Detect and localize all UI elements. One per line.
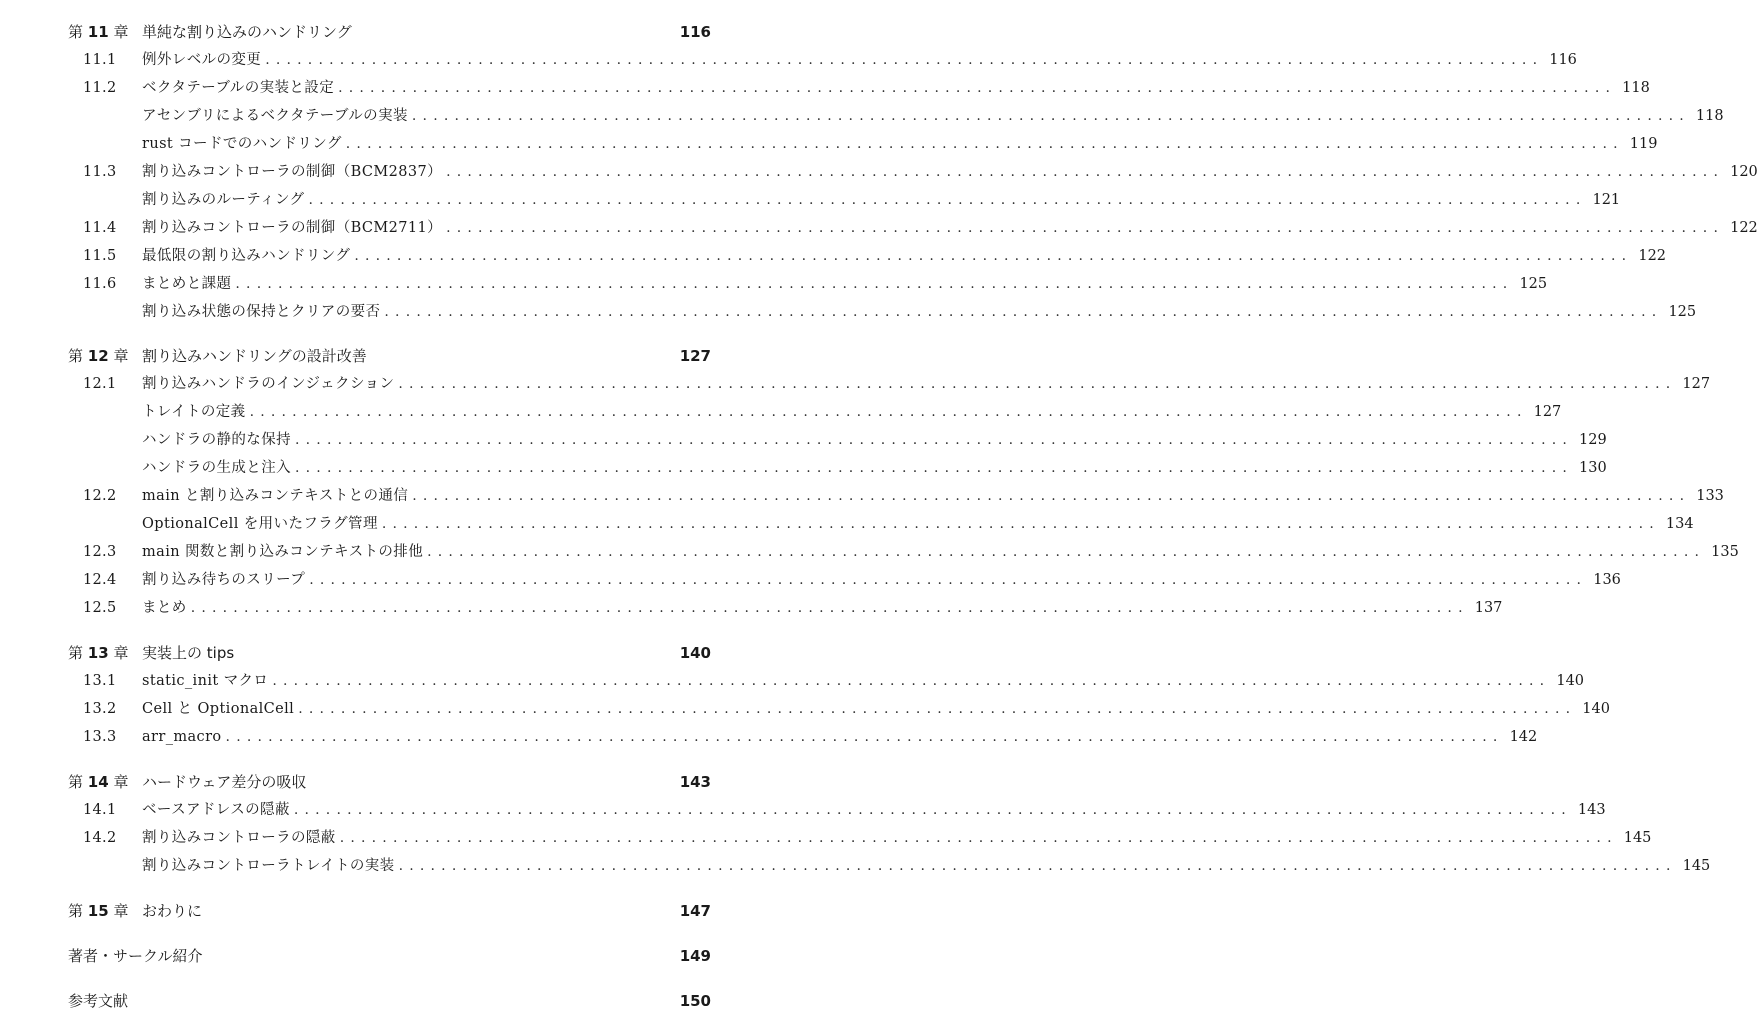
section-number: 11.4 bbox=[83, 220, 117, 236]
section-number: 14.2 bbox=[83, 830, 117, 846]
section-number: 13.3 bbox=[83, 729, 117, 745]
section-page-number: 137 bbox=[1474, 600, 1503, 616]
toc-entry[interactable] bbox=[0, 484, 1724, 508]
toc-entry[interactable] bbox=[0, 798, 1606, 822]
toc-subentry[interactable] bbox=[0, 512, 1694, 536]
section-number: 12.2 bbox=[83, 488, 117, 504]
chapter-heading[interactable] bbox=[0, 20, 791, 44]
subsection-title: トレイトの定義 bbox=[142, 404, 246, 420]
dot-leader: ........................................................................................................................ bbox=[412, 488, 1691, 504]
toc-subentry[interactable] bbox=[0, 104, 1724, 128]
chapter-title: 実装上の tips bbox=[142, 644, 235, 662]
subsection-title: 割り込みのルーティング bbox=[142, 192, 305, 208]
toc-entry[interactable] bbox=[0, 697, 1610, 721]
section-title: static_init マクロ bbox=[142, 673, 269, 689]
section-title: ベースアドレスの隠蔽 bbox=[142, 802, 290, 818]
section-page-number: 127 bbox=[1533, 404, 1562, 420]
section-title: Cell と OptionalCell bbox=[142, 701, 295, 717]
toc-entry[interactable] bbox=[0, 372, 1711, 396]
chapter-prefix: 第 bbox=[68, 347, 84, 365]
appendix-heading[interactable] bbox=[0, 944, 791, 968]
toc-entry[interactable] bbox=[0, 596, 1503, 620]
subsection-title: rust コードでのハンドリング bbox=[142, 136, 342, 152]
subsection-title: アセンブリによるベクタテーブルの実装 bbox=[142, 108, 408, 124]
chapter-prefix: 第 bbox=[68, 902, 84, 920]
section-title: 割り込み待ちのスリープ bbox=[142, 572, 306, 588]
section-page-number: 122 bbox=[1638, 248, 1667, 264]
chapter-suffix: 章 bbox=[113, 773, 129, 791]
appendix-page-number: 149 bbox=[679, 947, 711, 965]
toc-subentry[interactable] bbox=[0, 188, 1621, 212]
chapter-heading[interactable] bbox=[0, 770, 791, 794]
section-number: 11.3 bbox=[83, 164, 117, 180]
toc-entry[interactable] bbox=[0, 48, 1577, 72]
toc-subentry[interactable] bbox=[0, 854, 1711, 878]
section-page-number: 118 bbox=[1622, 80, 1650, 96]
toc-entry[interactable] bbox=[0, 160, 1758, 184]
section-page-number: 121 bbox=[1592, 192, 1621, 208]
dot-leader: ........................................................................................................................ bbox=[309, 572, 1588, 588]
section-title: 割り込みコントローラの隠蔽 bbox=[142, 830, 336, 846]
chapter-title: 単純な割り込みのハンドリング bbox=[142, 23, 352, 41]
section-number: 12.4 bbox=[83, 572, 117, 588]
dot-leader: ........................................................................................................................ bbox=[338, 80, 1617, 96]
chapter-suffix: 章 bbox=[113, 347, 129, 365]
section-page-number: 140 bbox=[1556, 673, 1585, 689]
toc-entry[interactable] bbox=[0, 76, 1650, 100]
toc-subentry[interactable] bbox=[0, 132, 1658, 156]
section-page-number: 142 bbox=[1509, 729, 1538, 745]
toc-subentry[interactable] bbox=[0, 456, 1607, 480]
dot-leader: ........................................................................................................................ bbox=[265, 52, 1544, 68]
dot-leader: ........................................................................................................................ bbox=[339, 830, 1618, 846]
section-page-number: 119 bbox=[1629, 136, 1658, 152]
dot-leader: ........................................................................................................................ bbox=[427, 544, 1706, 560]
chapter-page-number: 147 bbox=[679, 902, 711, 920]
subsection-title: OptionalCell を用いたフラグ管理 bbox=[142, 516, 378, 532]
toc-entry[interactable] bbox=[0, 725, 1538, 749]
chapter-title: 割り込みハンドリングの設計改善 bbox=[142, 347, 367, 365]
section-title: 割り込みコントローラの制御（BCM2837） bbox=[142, 164, 443, 180]
section-page-number: 118 bbox=[1695, 108, 1724, 124]
chapter-prefix: 第 bbox=[68, 644, 84, 662]
section-page-number: 145 bbox=[1682, 858, 1711, 874]
chapter-page-number: 127 bbox=[679, 347, 711, 365]
dot-leader: ........................................................................................................................ bbox=[295, 460, 1574, 476]
dot-leader: ........................................................................................................................ bbox=[293, 802, 1572, 818]
chapter-heading[interactable] bbox=[0, 899, 791, 923]
section-page-number: 127 bbox=[1682, 376, 1711, 392]
section-page-number: 135 bbox=[1711, 544, 1739, 560]
section-number: 14.1 bbox=[83, 802, 117, 818]
subsection-title: ハンドラの静的な保持 bbox=[142, 432, 291, 448]
dot-leader: ........................................................................................................................ bbox=[345, 136, 1624, 152]
chapter-page-number: 116 bbox=[679, 23, 711, 41]
toc-subentry[interactable] bbox=[0, 428, 1607, 452]
section-page-number: 120 bbox=[1730, 164, 1758, 180]
dot-leader: ........................................................................................................................ bbox=[398, 376, 1677, 392]
chapter-prefix: 第 bbox=[68, 23, 84, 41]
dot-leader: ........................................................................................................................ bbox=[225, 729, 1504, 745]
section-number: 12.3 bbox=[83, 544, 117, 560]
subsection-title: 割り込みコントローラトレイトの実装 bbox=[142, 858, 395, 874]
chapter-prefix: 第 bbox=[68, 773, 84, 791]
chapter-label bbox=[68, 899, 128, 923]
dot-leader: ........................................................................................................................ bbox=[398, 858, 1677, 874]
section-title: ベクタテーブルの実装と設定 bbox=[142, 80, 335, 96]
section-number: 13.1 bbox=[83, 673, 117, 689]
section-page-number: 145 bbox=[1623, 830, 1652, 846]
toc-entry[interactable] bbox=[0, 826, 1652, 850]
section-page-number: 125 bbox=[1519, 276, 1548, 292]
chapter-number: 13 bbox=[87, 644, 109, 662]
section-page-number: 133 bbox=[1696, 488, 1724, 504]
toc-entry[interactable] bbox=[0, 216, 1758, 240]
section-page-number: 129 bbox=[1579, 432, 1607, 448]
chapter-heading[interactable] bbox=[0, 344, 791, 368]
section-number: 12.5 bbox=[83, 600, 117, 616]
dot-leader: ........................................................................................................................ bbox=[295, 432, 1574, 448]
toc-entry[interactable] bbox=[0, 244, 1667, 268]
chapter-number: 14 bbox=[87, 773, 109, 791]
dot-leader: ........................................................................................................................ bbox=[411, 108, 1690, 124]
chapter-suffix: 章 bbox=[113, 644, 129, 662]
section-page-number: 143 bbox=[1577, 802, 1606, 818]
toc-entry[interactable] bbox=[0, 669, 1585, 693]
section-page-number: 130 bbox=[1579, 460, 1607, 476]
section-page-number: 140 bbox=[1582, 701, 1610, 717]
section-title: 最低限の割り込みハンドリング bbox=[142, 248, 351, 264]
section-title: まとめと課題 bbox=[142, 276, 232, 292]
chapter-suffix: 章 bbox=[113, 23, 129, 41]
dot-leader: ........................................................................................................................ bbox=[298, 701, 1577, 717]
dot-leader: ........................................................................................................................ bbox=[190, 600, 1469, 616]
section-number: 11.5 bbox=[83, 248, 117, 264]
section-page-number: 134 bbox=[1665, 516, 1694, 532]
section-page-number: 116 bbox=[1549, 52, 1577, 68]
toc-entry[interactable] bbox=[0, 540, 1739, 564]
chapter-label bbox=[68, 344, 128, 368]
section-title: 例外レベルの変更 bbox=[142, 52, 262, 68]
chapter-number: 15 bbox=[87, 902, 109, 920]
dot-leader: ........................................................................................................................ bbox=[354, 248, 1633, 264]
appendix-title: 著者・サークル紹介 bbox=[68, 947, 203, 965]
subsection-title: 割り込み状態の保持とクリアの要否 bbox=[142, 304, 381, 320]
chapter-label bbox=[68, 770, 128, 794]
dot-leader: ........................................................................................................................ bbox=[446, 164, 1725, 180]
section-number: 11.6 bbox=[83, 276, 117, 292]
section-page-number: 125 bbox=[1668, 304, 1697, 320]
section-title: main と割り込みコンテキストとの通信 bbox=[142, 488, 409, 504]
appendix-title: 参考文献 bbox=[68, 992, 129, 1010]
section-number: 13.2 bbox=[83, 701, 117, 717]
appendix-page-number: 150 bbox=[679, 992, 711, 1010]
toc-entry[interactable] bbox=[0, 568, 1621, 592]
section-number: 12.1 bbox=[83, 376, 117, 392]
dot-leader: ........................................................................................................................ bbox=[384, 304, 1663, 320]
chapter-page-number: 140 bbox=[679, 644, 711, 662]
appendix-heading[interactable] bbox=[0, 989, 791, 1013]
subsection-title: ハンドラの生成と注入 bbox=[142, 460, 291, 476]
chapter-title: ハードウェア差分の吸収 bbox=[142, 773, 307, 791]
dot-leader: ........................................................................................................................ bbox=[235, 276, 1514, 292]
toc-subentry[interactable] bbox=[0, 300, 1697, 324]
chapter-suffix: 章 bbox=[113, 902, 129, 920]
toc-subentry[interactable] bbox=[0, 400, 1562, 424]
chapter-title: おわりに bbox=[142, 902, 203, 920]
section-title: まとめ bbox=[142, 600, 187, 616]
toc-entry[interactable] bbox=[0, 272, 1548, 296]
section-page-number: 136 bbox=[1593, 572, 1621, 588]
dot-leader: ........................................................................................................................ bbox=[381, 516, 1660, 532]
section-title: arr_macro bbox=[142, 729, 222, 745]
section-number: 11.2 bbox=[83, 80, 117, 96]
section-title: 割り込みコントローラの制御（BCM2711） bbox=[142, 220, 443, 236]
chapter-heading[interactable] bbox=[0, 641, 791, 665]
dot-leader: ........................................................................................................................ bbox=[446, 220, 1725, 236]
dot-leader: ........................................................................................................................ bbox=[308, 192, 1587, 208]
section-title: 割り込みハンドラのインジェクション bbox=[142, 376, 395, 392]
dot-leader: ........................................................................................................................ bbox=[272, 673, 1551, 689]
section-number: 11.1 bbox=[83, 52, 117, 68]
chapter-number: 12 bbox=[87, 347, 109, 365]
chapter-page-number: 143 bbox=[679, 773, 711, 791]
chapter-number: 11 bbox=[87, 23, 109, 41]
section-page-number: 122 bbox=[1730, 220, 1758, 236]
section-title: main 関数と割り込みコンテキストの排他 bbox=[142, 544, 424, 560]
chapter-label bbox=[68, 20, 128, 44]
chapter-label bbox=[68, 641, 128, 665]
dot-leader: ........................................................................................................................ bbox=[249, 404, 1528, 420]
